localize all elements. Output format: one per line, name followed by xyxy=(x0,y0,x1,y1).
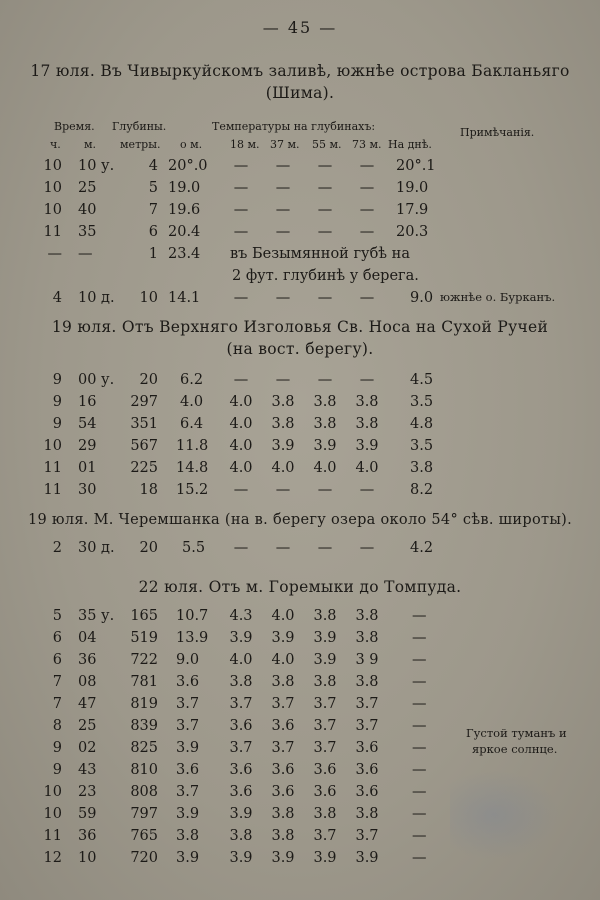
table-cell-depth: 10 xyxy=(139,290,158,306)
table-cell-minute: 30 xyxy=(78,482,97,498)
table-cell-minute: 30 д. xyxy=(78,540,115,556)
table-cell-t73: 3 9 xyxy=(355,652,379,668)
table-cell-t55: 3.6 xyxy=(313,784,337,800)
table-cell-hour: 9 xyxy=(52,394,62,410)
table-cell-depth: 720 xyxy=(130,850,158,866)
table-cell-minute: 36 xyxy=(78,828,97,844)
header-hours: ч. xyxy=(50,138,61,151)
table-cell-bottom: — xyxy=(412,674,427,690)
table-cell-bottom: 17.9 xyxy=(396,202,429,218)
table-cell-minute: 54 xyxy=(78,416,97,432)
table-cell-t18: 4.0 xyxy=(229,460,253,476)
header-col-18m: 18 м. xyxy=(230,138,260,151)
table-cell-t55: 3.7 xyxy=(313,828,337,844)
header-minutes: м. xyxy=(84,138,97,151)
table-cell-t0: 3.9 xyxy=(176,850,200,866)
table-cell-t0: 11.8 xyxy=(176,438,209,454)
table-cell-bottom: 9.0 xyxy=(410,290,434,306)
table-cell-depth: 519 xyxy=(130,630,158,646)
table-cell-minute: 00 у. xyxy=(78,372,115,388)
table-cell-depth: 1 xyxy=(148,246,158,262)
table-cell-hour: 6 xyxy=(52,652,62,668)
table-cell-t0: 3.7 xyxy=(176,718,200,734)
table-cell-bottom: — xyxy=(412,652,427,668)
table-cell-t18: 4.0 xyxy=(229,416,253,432)
page-number: — 45 — xyxy=(262,18,338,37)
table-cell-minute: — xyxy=(78,246,93,262)
table-cell-t18: 3.6 xyxy=(229,784,253,800)
table-cell-minute: 01 xyxy=(78,460,97,476)
table-cell-depth: 765 xyxy=(130,828,158,844)
table-cell-t73: 3.8 xyxy=(355,416,379,432)
table-cell-minute: 04 xyxy=(78,630,97,646)
table-cell-depth: 825 xyxy=(130,740,158,756)
table-cell-t0: 14.8 xyxy=(176,460,209,476)
table-cell-t73: 3.8 xyxy=(355,394,379,410)
table-cell-t18: — xyxy=(233,290,249,306)
table-cell-t18: — xyxy=(233,180,249,196)
table-cell-hour: — xyxy=(47,246,62,262)
table-cell-bottom: — xyxy=(412,696,427,712)
table-cell-bottom: — xyxy=(412,608,427,624)
table-cell-hour: 11 xyxy=(43,460,62,476)
table-cell-t18: 4.0 xyxy=(229,652,253,668)
table-cell-bottom: 8.2 xyxy=(410,482,434,498)
table-cell-depth: 6 xyxy=(148,224,158,240)
table-cell-depth: 18 xyxy=(139,482,158,498)
table-cell-minute: 16 xyxy=(78,394,97,410)
section-4-note-line-2: яркое солнце. xyxy=(472,742,558,756)
table-cell-depth: 797 xyxy=(130,806,158,822)
table-cell-t73: — xyxy=(359,180,375,196)
table-cell-t37: — xyxy=(275,482,291,498)
table-cell-t37: 3.6 xyxy=(271,718,295,734)
table-cell-t73: 3.8 xyxy=(355,674,379,690)
table-cell-t37: 3.6 xyxy=(271,762,295,778)
table-cell-t55: 3.7 xyxy=(313,740,337,756)
table-cell-t55: 3.8 xyxy=(313,806,337,822)
table-cell-t55: — xyxy=(317,180,333,196)
table-cell-t18: — xyxy=(233,482,249,498)
table-cell-t0: 20.4 xyxy=(168,224,201,240)
section-1-title-line-2: (Шима). xyxy=(265,84,335,102)
table-cell-hour: 4 xyxy=(52,290,62,306)
table-cell-depth: 225 xyxy=(130,460,158,476)
header-col-37m: 37 м. xyxy=(270,138,300,151)
table-cell-span-note: въ Безымянной губѣ на xyxy=(230,246,410,262)
section-3-title: 19 юля. М. Черемшанка (на в. берегу озера около 54° сѣв. широты). xyxy=(27,512,573,528)
table-cell-hour: 5 xyxy=(52,608,62,624)
table-cell-t37: 4.0 xyxy=(271,652,295,668)
table-cell-t18: 3.7 xyxy=(229,740,253,756)
table-cell-minute: 35 у. xyxy=(78,608,115,624)
table-cell-hour: 9 xyxy=(52,740,62,756)
paper-stain xyxy=(450,770,560,860)
table-cell-depth: 781 xyxy=(130,674,158,690)
table-cell-t55: — xyxy=(317,202,333,218)
table-cell-depth: 165 xyxy=(130,608,158,624)
table-cell-t73: 3.9 xyxy=(355,438,379,454)
table-cell-minute: 47 xyxy=(78,696,97,712)
table-cell-bottom: — xyxy=(412,718,427,734)
table-cell-t0: 15.2 xyxy=(176,482,209,498)
table-cell-t37: — xyxy=(275,180,291,196)
table-cell-t73: 3.6 xyxy=(355,740,379,756)
table-cell-t0: 3.6 xyxy=(176,762,200,778)
table-cell-t37: 4.0 xyxy=(271,460,295,476)
table-cell-depth: 7 xyxy=(148,202,158,218)
table-cell-t37: 3.9 xyxy=(271,438,295,454)
table-cell-t18: 3.6 xyxy=(229,718,253,734)
header-depth: Глубины. xyxy=(112,120,167,133)
table-cell-t0: 3.7 xyxy=(176,696,200,712)
table-cell-t0: 3.9 xyxy=(176,806,200,822)
table-cell-bottom: 3.5 xyxy=(410,394,434,410)
table-cell-t18: 3.9 xyxy=(229,850,253,866)
table-cell-t0: 5.5 xyxy=(182,540,206,556)
table-cell-hour: 9 xyxy=(52,416,62,432)
table-cell-bottom: — xyxy=(412,850,427,866)
table-cell-depth: 808 xyxy=(130,784,158,800)
table-cell-t37: 3.9 xyxy=(271,850,295,866)
table-cell-bottom: 3.8 xyxy=(410,460,434,476)
table-cell-t0: 19.6 xyxy=(168,202,201,218)
table-cell-t0: 20°.0 xyxy=(168,158,208,174)
table-cell-t55: 3.6 xyxy=(313,762,337,778)
table-cell-bottom: 20°.1 xyxy=(396,158,436,174)
table-cell-t37: 3.8 xyxy=(271,394,295,410)
table-cell-depth: 20 xyxy=(139,540,158,556)
table-cell-t73: — xyxy=(359,540,375,556)
table-cell-t18: 3.8 xyxy=(229,674,253,690)
table-cell-t37: 4.0 xyxy=(271,608,295,624)
table-cell-t73: 3.6 xyxy=(355,762,379,778)
table-cell-t55: — xyxy=(317,290,333,306)
table-cell-t37: — xyxy=(275,372,291,388)
table-cell-t73: 4.0 xyxy=(355,460,379,476)
table-cell-t0: 3.9 xyxy=(176,740,200,756)
table-cell-bottom: — xyxy=(412,762,427,778)
table-cell-minute: 08 xyxy=(78,674,97,690)
table-cell-t0: 14.1 xyxy=(168,290,201,306)
table-cell-t37: 3.6 xyxy=(271,784,295,800)
table-cell-t37: — xyxy=(275,158,291,174)
table-cell-t37: — xyxy=(275,540,291,556)
table-cell-t73: 3.8 xyxy=(355,806,379,822)
table-cell-t37: 3.8 xyxy=(271,674,295,690)
table-cell-minute: 10 xyxy=(78,850,97,866)
table-cell-t55: 3.7 xyxy=(313,696,337,712)
table-cell-t55: — xyxy=(317,372,333,388)
table-cell-t37: 3.9 xyxy=(271,630,295,646)
table-cell-t0: 13.9 xyxy=(176,630,209,646)
table-cell-t0: 19.0 xyxy=(168,180,201,196)
table-cell-t18: — xyxy=(233,158,249,174)
table-cell-t18: — xyxy=(233,540,249,556)
header-col-73m: 73 м. xyxy=(352,138,382,151)
table-cell-t0: 6.2 xyxy=(180,372,204,388)
table-cell-t55: 3.8 xyxy=(313,674,337,690)
section-4-title: 22 юля. Отъ м. Горемыки до Томпуда. xyxy=(138,578,462,596)
table-cell-t73: — xyxy=(359,290,375,306)
table-cell-hour: 6 xyxy=(52,630,62,646)
table-cell-t73: — xyxy=(359,224,375,240)
table-cell-minute: 25 xyxy=(78,180,97,196)
table-cell-t37: 3.8 xyxy=(271,806,295,822)
table-cell-t18: — xyxy=(233,224,249,240)
table-cell-t55: 3.8 xyxy=(313,416,337,432)
table-cell-minute: 40 xyxy=(78,202,97,218)
table-cell-span-note: 2 фут. глубинѣ у берега. xyxy=(232,268,419,284)
table-cell-t18: 4.3 xyxy=(229,608,253,624)
table-cell-minute: 29 xyxy=(78,438,97,454)
table-cell-hour: 10 xyxy=(43,180,62,196)
table-cell-t18: 3.9 xyxy=(229,630,253,646)
table-cell-t55: — xyxy=(317,482,333,498)
table-cell-bottom: 4.5 xyxy=(410,372,434,388)
table-cell-t73: 3.7 xyxy=(355,696,379,712)
table-cell-t73: — xyxy=(359,482,375,498)
table-cell-t0: 4.0 xyxy=(180,394,204,410)
table-cell-depth: 297 xyxy=(130,394,158,410)
table-cell-depth: 819 xyxy=(130,696,158,712)
header-meters: метры. xyxy=(120,138,161,151)
table-cell-t55: 4.0 xyxy=(313,460,337,476)
table-cell-depth: 20 xyxy=(139,372,158,388)
table-cell-bottom: — xyxy=(412,784,427,800)
table-cell-bottom: 4.8 xyxy=(410,416,434,432)
table-cell-hour: 9 xyxy=(52,372,62,388)
table-cell-t0: 3.6 xyxy=(176,674,200,690)
table-cell-hour: 7 xyxy=(52,674,62,690)
table-cell-t37: 3.8 xyxy=(271,828,295,844)
table-cell-t73: 3.6 xyxy=(355,784,379,800)
table-cell-depth: 4 xyxy=(148,158,158,174)
table-cell-depth: 722 xyxy=(130,652,158,668)
table-cell-hour: 10 xyxy=(43,438,62,454)
table-cell-t0: 3.7 xyxy=(176,784,200,800)
table-cell-hour: 10 xyxy=(43,806,62,822)
table-cell-t18: 4.0 xyxy=(229,438,253,454)
table-cell-t73: 3.9 xyxy=(355,850,379,866)
table-cell-bottom: 20.3 xyxy=(396,224,429,240)
table-cell-hour: 10 xyxy=(43,784,62,800)
table-cell-depth: 351 xyxy=(130,416,158,432)
table-cell-t73: 3.8 xyxy=(355,608,379,624)
table-cell-t73: 3.7 xyxy=(355,718,379,734)
table-cell-t73: — xyxy=(359,372,375,388)
table-cell-t37: 3.7 xyxy=(271,696,295,712)
table-cell-t73: — xyxy=(359,158,375,174)
table-cell-t18: 3.6 xyxy=(229,762,253,778)
table-cell-bottom: 4.2 xyxy=(410,540,434,556)
table-cell-t18: 3.9 xyxy=(229,806,253,822)
table-cell-depth: 839 xyxy=(130,718,158,734)
table-cell-minute: 35 xyxy=(78,224,97,240)
table-cell-depth: 810 xyxy=(130,762,158,778)
header-time: Время. xyxy=(54,120,95,133)
table-cell-t55: 3.8 xyxy=(313,608,337,624)
table-cell-minute: 02 xyxy=(78,740,97,756)
table-cell-t55: 3.9 xyxy=(313,652,337,668)
table-cell-minute: 23 xyxy=(78,784,97,800)
table-cell-hour: 2 xyxy=(52,540,62,556)
table-cell-t73: — xyxy=(359,202,375,218)
table-cell-t55: — xyxy=(317,224,333,240)
table-cell-hour: 11 xyxy=(43,224,62,240)
table-cell-bottom: — xyxy=(412,806,427,822)
table-cell-t37: 3.8 xyxy=(271,416,295,432)
table-cell-t55: 3.9 xyxy=(313,438,337,454)
row-note: южнѣе о. Бурканъ. xyxy=(440,290,556,304)
table-cell-hour: 12 xyxy=(43,850,62,866)
header-col-bottom: На днѣ. xyxy=(388,138,432,151)
table-cell-t37: 3.7 xyxy=(271,740,295,756)
header-temperatures: Температуры на глубинахъ: xyxy=(212,120,376,133)
table-cell-t73: 3.7 xyxy=(355,828,379,844)
table-cell-depth: 5 xyxy=(148,180,158,196)
table-cell-t55: 3.9 xyxy=(313,850,337,866)
table-cell-t0: 9.0 xyxy=(176,652,200,668)
table-cell-t37: — xyxy=(275,202,291,218)
table-cell-minute: 10 д. xyxy=(78,290,115,306)
table-cell-t55: 3.7 xyxy=(313,718,337,734)
section-1-title-line-1: 17 юля. Въ Чивыркуйскомъ заливѣ, южнѣе острова Бакланьяго xyxy=(30,62,570,80)
table-cell-hour: 9 xyxy=(52,762,62,778)
table-cell-t55: 3.9 xyxy=(313,630,337,646)
section-2-title-line-2: (на вост. берегу). xyxy=(226,340,374,358)
table-cell-minute: 59 xyxy=(78,806,97,822)
header-col-0m: о м. xyxy=(180,138,203,151)
table-cell-t0: 3.8 xyxy=(176,828,200,844)
table-cell-t37: — xyxy=(275,224,291,240)
table-cell-t37: — xyxy=(275,290,291,306)
table-cell-t0: 6.4 xyxy=(180,416,204,432)
table-cell-t55: — xyxy=(317,540,333,556)
table-cell-t55: — xyxy=(317,158,333,174)
table-cell-t0: 10.7 xyxy=(176,608,209,624)
section-2-title-line-1: 19 юля. Отъ Верхняго Изголовья Св. Носа на Сухой Ручей xyxy=(51,318,549,336)
table-cell-depth: 567 xyxy=(130,438,158,454)
table-cell-minute: 43 xyxy=(78,762,97,778)
table-cell-t0: 23.4 xyxy=(168,246,201,262)
table-cell-hour: 11 xyxy=(43,828,62,844)
table-cell-hour: 11 xyxy=(43,482,62,498)
table-cell-hour: 10 xyxy=(43,158,62,174)
table-cell-t55: 3.8 xyxy=(313,394,337,410)
table-cell-minute: 10 у. xyxy=(78,158,115,174)
table-cell-bottom: — xyxy=(412,828,427,844)
header-col-55m: 55 м. xyxy=(312,138,342,151)
table-cell-bottom: — xyxy=(412,740,427,756)
table-cell-hour: 8 xyxy=(52,718,62,734)
table-cell-bottom: — xyxy=(412,630,427,646)
table-cell-t18: 4.0 xyxy=(229,394,253,410)
table-cell-hour: 7 xyxy=(52,696,62,712)
table-cell-t18: — xyxy=(233,202,249,218)
table-cell-bottom: 19.0 xyxy=(396,180,429,196)
header-notes: Примѣчанія. xyxy=(460,126,535,139)
table-cell-hour: 10 xyxy=(43,202,62,218)
table-cell-t73: 3.8 xyxy=(355,630,379,646)
table-cell-minute: 36 xyxy=(78,652,97,668)
table-cell-t18: 3.8 xyxy=(229,828,253,844)
section-4-note-line-1: Густой туманъ и xyxy=(466,726,567,740)
table-cell-t18: 3.7 xyxy=(229,696,253,712)
table-cell-minute: 25 xyxy=(78,718,97,734)
table-cell-t18: — xyxy=(233,372,249,388)
table-cell-bottom: 3.5 xyxy=(410,438,434,454)
